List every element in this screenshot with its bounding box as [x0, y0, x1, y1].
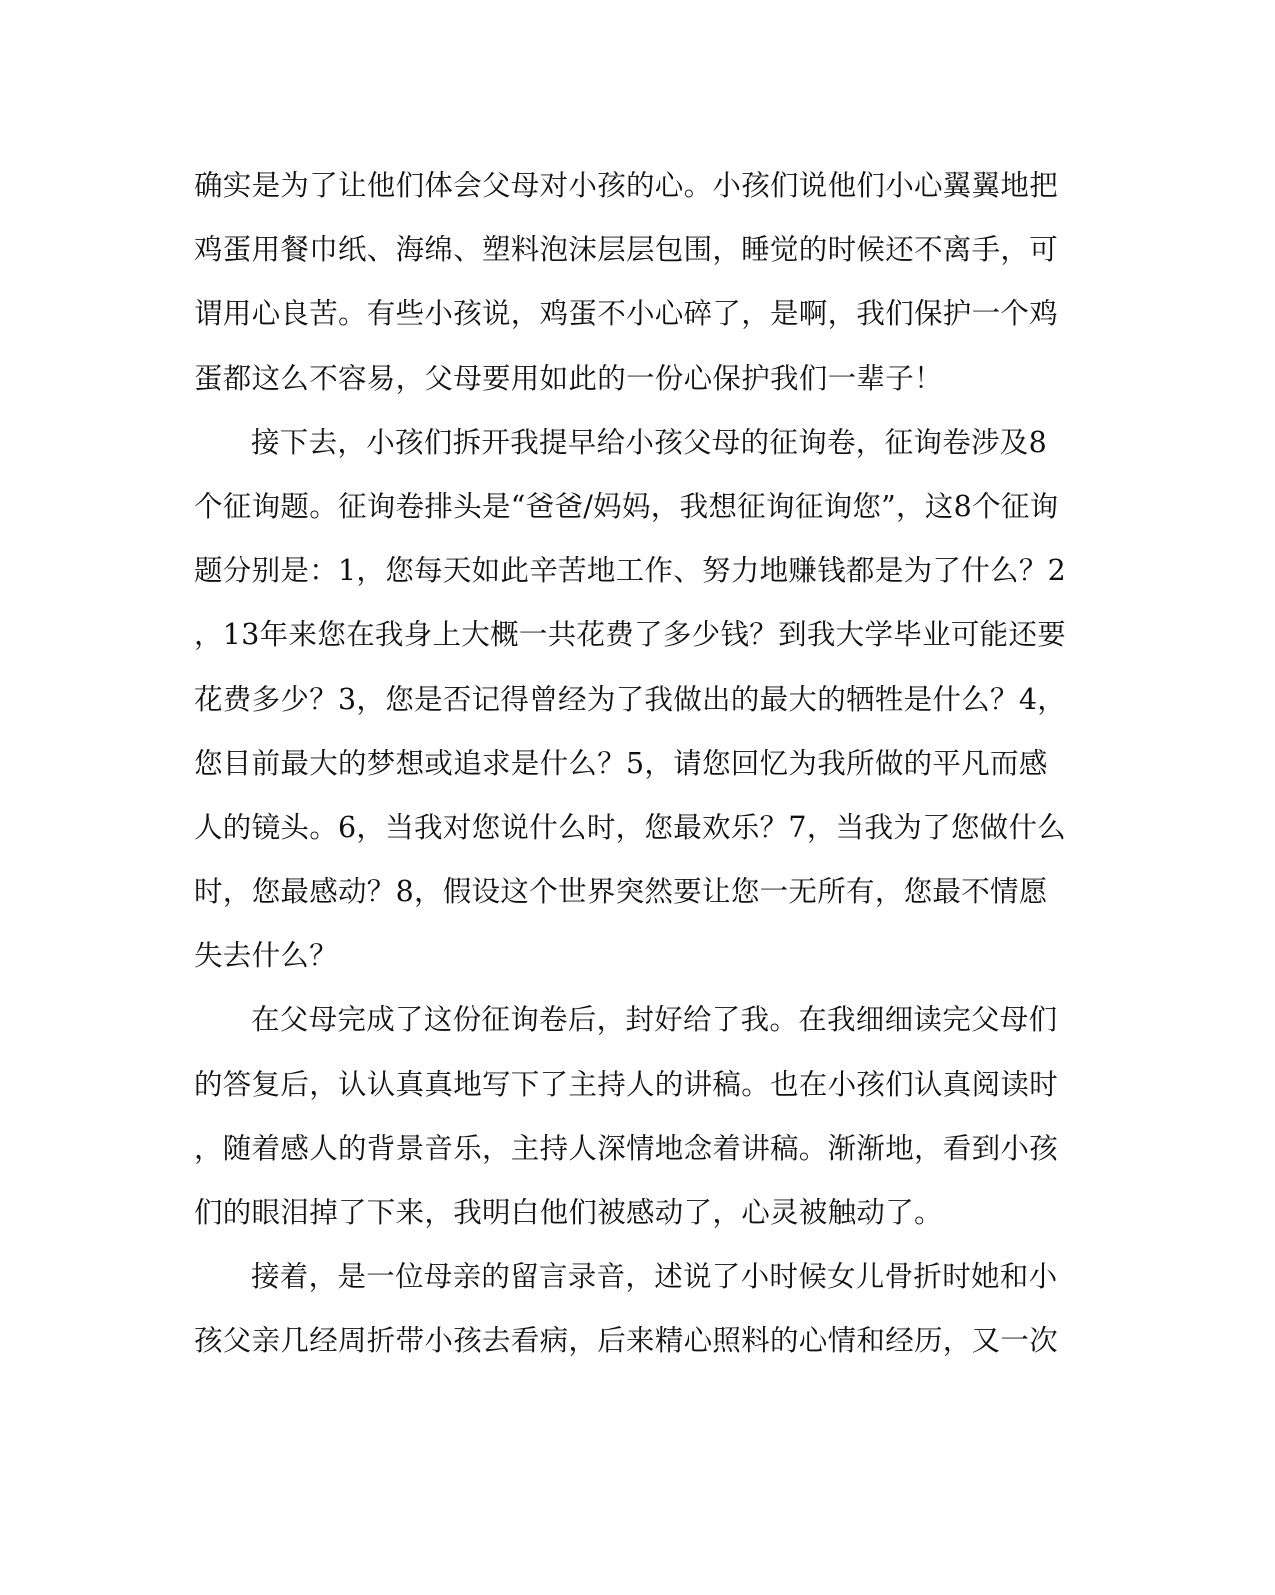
text-line: 的答复后，认认真真地写下了主持人的讲稿。也在小孩们认真阅读时	[194, 1067, 1059, 1101]
text-line: 接下去，小孩们拆开我提早给小孩父母的征询卷，征询卷涉及8	[251, 425, 1048, 459]
text-line: 时，您最感动？8，假设这个世界突然要让您一无所有，您最不情愿	[194, 875, 1048, 909]
text-line: 谓用心良苦。有些小孩说，鸡蛋不小心碎了，是啊，我们保护一个鸡	[194, 297, 1059, 331]
text-line: 您目前最大的梦想或追求是什么？5，请您回忆为我所做的平凡而感	[194, 746, 1048, 780]
text-line: ，随着感人的背景音乐，主持人深情地念着讲稿。渐渐地，看到小孩	[194, 1131, 1059, 1165]
text-line: 鸡蛋用餐巾纸、海绵、塑料泡沫层层包围，睡觉的时候还不离手，可	[194, 233, 1059, 267]
text-line: 人的镜头。6，当我对您说什么时，您最欢乐？7，当我为了您做什么	[194, 810, 1067, 844]
text-line: 在父母完成了这份征询卷后，封好给了我。在我细细读完父母们	[251, 1003, 1058, 1037]
text-line: 失去什么？	[194, 939, 339, 973]
body-text	[194, 162, 1067, 1382]
text-line: 们的眼泪掉了下来，我明白他们被感动了，心灵被触动了。	[194, 1196, 943, 1229]
text-line: 蛋都这么不容易，父母要用如此的一份心保护我们一辈子！	[194, 361, 943, 395]
text-line: 个征询题。征询卷排头是“爸爸/妈妈，我想征询征询您”，这8个征询	[194, 489, 1059, 523]
paragraph-3	[194, 996, 1059, 1253]
text-line: 确实是为了让他们体会父母对小孩的心。小孩们说他们小心翼翼地把	[194, 169, 1059, 202]
text-line: 接着，是一位母亲的留言录音，述说了小时候女儿骨折时她和小	[251, 1260, 1058, 1294]
text-line: ，13年来您在我身上大概一共花费了多少钱？到我大学毕业可能还要	[194, 618, 1067, 652]
text-line: 花费多少？3，您是否记得曾经为了我做出的最大的牺牲是什么？4，	[194, 682, 1067, 716]
paragraph-2	[194, 419, 1067, 997]
text-line: 孩父亲几经周折带小孩去看病，后来精心照料的心情和经历，又一次	[194, 1324, 1059, 1358]
paragraph-1	[194, 162, 1059, 419]
text-line: 题分别是：1，您每天如此辛苦地工作、努力地赚钱都是为了什么？2	[194, 554, 1067, 588]
paragraph-4	[194, 1253, 1059, 1381]
